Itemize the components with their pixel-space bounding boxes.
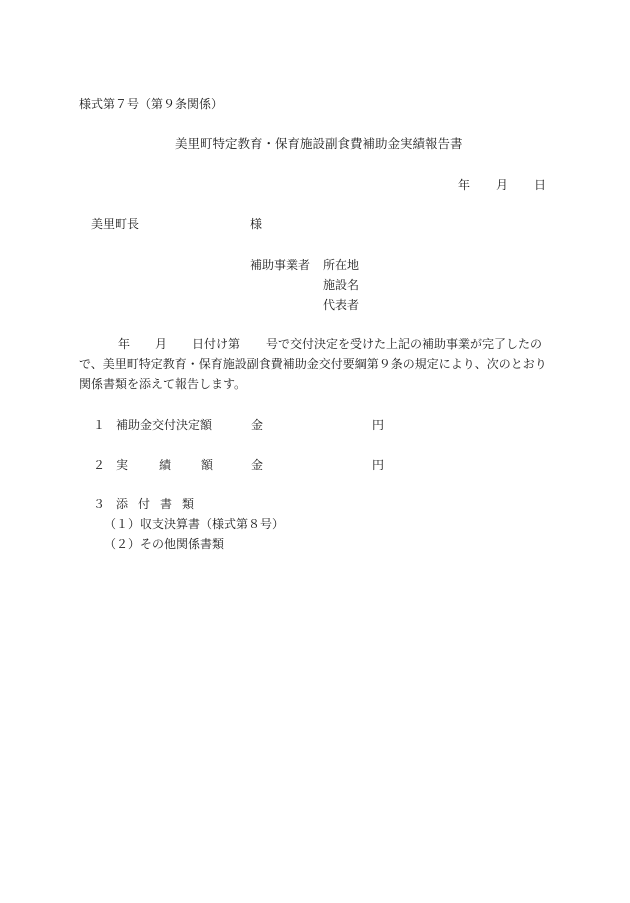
item3-number: ３ [93, 497, 106, 511]
date-month-label: 月 [496, 178, 509, 192]
item1-prefix: 金 [251, 418, 264, 432]
item3-label-char: 類 [182, 497, 195, 511]
item2-unit: 円 [372, 458, 385, 472]
item2-number: ２ [93, 458, 106, 472]
date-year-label: 年 [458, 178, 471, 192]
item1-unit: 円 [372, 418, 385, 432]
body-line3: 関係書類を添えて報告します。 [79, 377, 247, 391]
facility-label: 施設名 [323, 278, 360, 292]
applicant-label: 補助事業者 [250, 258, 311, 272]
date-day-label: 日 [534, 178, 547, 192]
item1-label: 補助金交付決定額 [116, 418, 213, 432]
item1-number: １ [93, 418, 106, 432]
body-year-label: 年 [118, 337, 131, 351]
item3-label-char: 添 [116, 497, 129, 511]
item2-label-char: 実 [116, 458, 129, 472]
address-label: 所在地 [323, 258, 360, 272]
item2-label-char: 額 [201, 458, 214, 472]
body-line1-rest: 号で交付決定を受けた上記の補助事業が完了したの [266, 337, 543, 351]
form-label: 様式第７号（第９条関係） [79, 97, 224, 111]
addressee-honorific: 様 [250, 217, 263, 231]
body-dated-label: 日付け第 [192, 337, 241, 351]
document-title: 美里町特定教育・保育施設副食費補助金実績報告書 [175, 136, 463, 151]
attachment-item: （１）収支決算書（様式第８号） [104, 517, 285, 531]
addressee-name: 美里町長 [91, 217, 140, 231]
item3-label-char: 書 [160, 497, 173, 511]
attachment-item: （２）その他関係書類 [104, 537, 225, 551]
body-line2: で、美里町特定教育・保育施設副食費補助金交付要綱第９条の規定により、次のとおり [79, 357, 547, 371]
item2-prefix: 金 [251, 458, 264, 472]
item3-label-char: 付 [138, 497, 151, 511]
representative-label: 代表者 [323, 298, 360, 312]
body-month-label: 月 [155, 337, 168, 351]
item2-label-char: 績 [159, 458, 172, 472]
